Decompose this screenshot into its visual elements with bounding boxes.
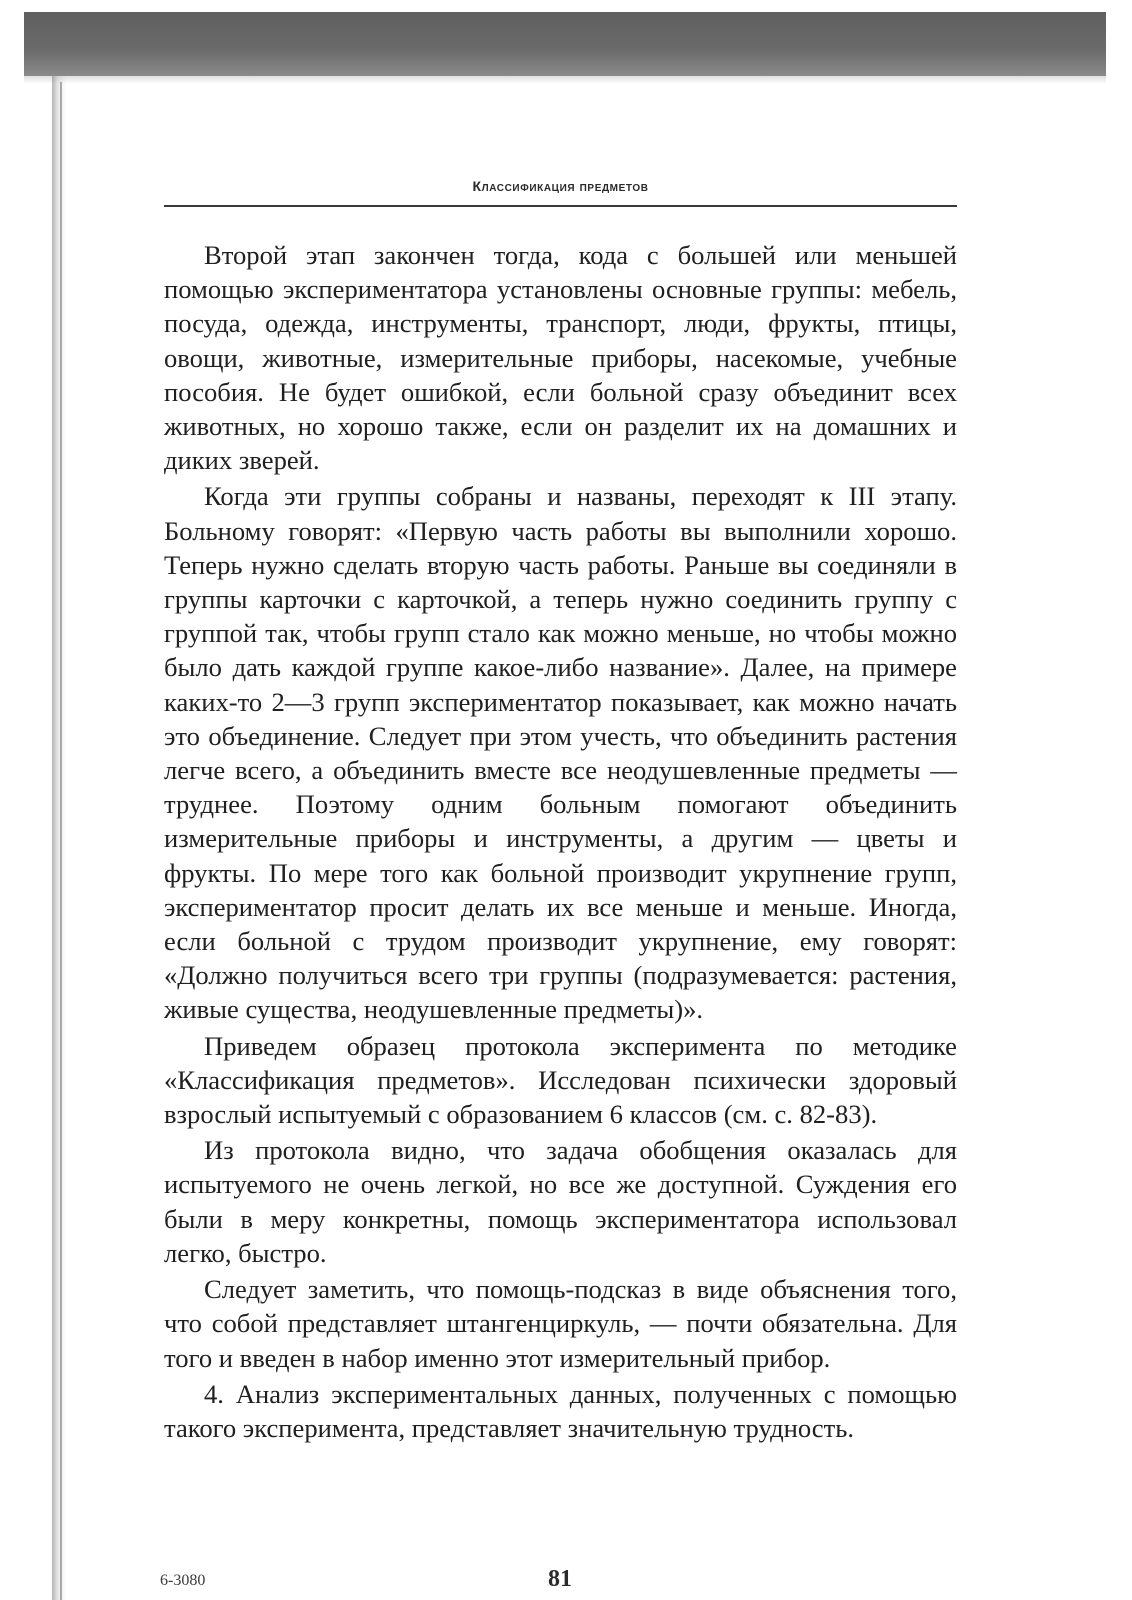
page-body [164,238,957,1447]
paragraph: Приведем образец протокола эксперимента по методике «Классификация предметов». Исследован психически здоровый взрослый испытуемый с образованием 6 классов (см. с. 82-83). [164,1030,957,1130]
header-rule [164,205,957,207]
paragraph: 4. Анализ экспериментальных данных, полученных с помощью такого эксперимента, представляет значительную трудность. [164,1378,957,1443]
paragraph: Следует заметить, что помощь-подсказ в виде объяснения того, что собой представляет штангенциркуль, — почти обязательна. Для того и введен в набор именно этот измерительный прибор. [164,1274,957,1373]
printer-signature: 6-3080 [160,1572,206,1589]
running-header: Классификация предметов [472,178,649,194]
scan-shadow-bar [24,12,1106,76]
paragraph: Когда эти группы собраны и названы, переходят к III этапу. Больному говорят: «Первую часть работы вы выполнили хорошо. Теперь нужно сделать вторую часть работы. Раньше вы соединяли в группы карточки с карточкой, а теперь нужно соединить группу с группой так, чтобы групп стало как можно меньше, но чтобы можно было дать каждой группе какое-либо название». Далее, на примере каких-то 2—3 групп экспериментатор показывает, как можно начать это объединение. Следует при этом учесть, что объединить растения легче всего, а объединить вместе все неодушевленные предметы — труднее. Поэтому одним больным помогают объединить измерительные приборы и инструменты, а другим — цветы и фрукты. По мере того как больной производит укрупнение групп, экспериментатор просит делать их все меньше и меньше. Иногда, если больной с трудом производит укрупнение, ему говорят: «Должно получиться всего три группы (подразумевается: растения, живые существа, неодушевленные предметы)». [164,481,957,1025]
paragraph: Второй этап закончен тогда, кода с большей или меньшей помощью экспериментатора установлены основные группы: мебель, посуда, одежда, инструменты, транспорт, люди, фрукты, птицы, овощи, животные, измерительные приборы, насекомые, учебные пособия. Не будет ошибкой, если больной сразу объединит всех животных, но хорошо также, если он разделит их на домашних и диких зверей. [164,240,957,476]
scan-shadow-fade [24,74,1106,84]
book-spine-edge [60,82,62,1600]
book-spine-shadow [52,76,66,1600]
page-number: 81 [548,1566,572,1592]
paragraph: Из протокола видно, что задача обобщения оказалась для испытуемого не очень легкой, но все же доступной. Суждения его были в меру конкретны, помощь экспериментатора использовал легко, быстро. [164,1135,957,1268]
